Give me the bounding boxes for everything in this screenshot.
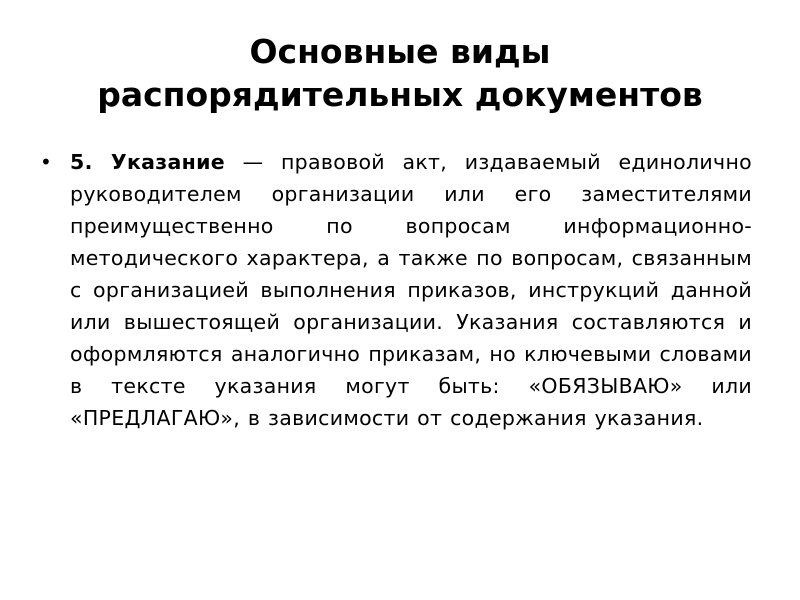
bullet-item <box>40 146 752 434</box>
bullet-lead: 5. Указание <box>70 150 225 174</box>
slide-title-line-2: распорядительных документов <box>97 75 703 114</box>
bullet-marker: • <box>40 150 52 174</box>
bullet-body: — правовой акт, издаваемый единолично руководителем организации или его заместителями преимущественно по вопросам информационно-методического характера, а также по вопросам, связанным с организацией выполнения приказов, инструкций данной или вышестоящей организации. Указания составляются и оформляются аналогично приказам, но ключевыми словами в тексте указания могут быть: «ОБЯЗЫВАЮ» или «ПРЕДЛАГАЮ», в зависимости от содержания указания. <box>70 150 753 430</box>
slide-title <box>40 30 760 116</box>
bullet-text <box>70 146 752 434</box>
slide-body <box>40 146 752 434</box>
slide-title-line-1: Основные виды <box>249 32 551 71</box>
